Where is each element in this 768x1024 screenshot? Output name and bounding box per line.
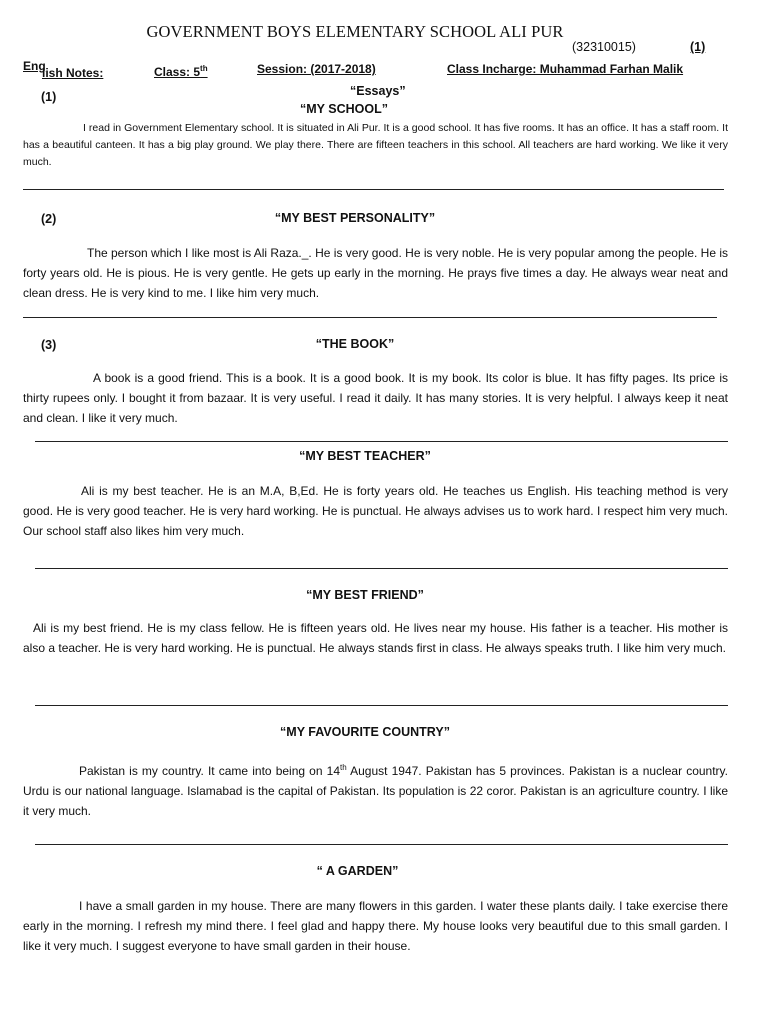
subject-label-part-1: Eng <box>23 59 46 73</box>
essay-text-part-1: Pakistan is my country. It came into being on 14 <box>79 764 340 778</box>
school-title: GOVERNMENT BOYS ELEMENTARY SCHOOL ALI PUR <box>146 22 564 41</box>
subject-label-part-2: lish Notes: <box>42 66 104 80</box>
essay-body <box>23 120 728 171</box>
essay-title: “THE BOOK” <box>315 337 395 351</box>
essay-title: “MY BEST PERSONALITY” <box>274 211 436 225</box>
essay-text-part-2: August 1947. Pakistan has 5 provinces. Pakistan is a nuclear country. Urdu is our national language. Islamabad is the capital of Pakistan. Its population is 22 coror. Pakistan is an agriculture country. I like it very much. <box>23 764 728 818</box>
section-title: “Essays” <box>350 84 406 98</box>
divider <box>23 189 724 190</box>
essay-body <box>23 243 728 303</box>
essay-text: Ali is my best teacher. He is an M.A, B,Ed. He is forty years old. He teaches us English. His teaching method is very good. He is very good teacher. He is very hard working. He is punctual. He always advises us to work hard. I respect him very much. Our school staff also likes him very much. <box>23 484 728 538</box>
essay-body <box>23 896 728 956</box>
divider <box>35 568 728 569</box>
essay-body <box>23 481 728 541</box>
essay-body <box>23 618 728 658</box>
essay-text: I read in Government Elementary school. It is situated in Ali Pur. It is a good school. It has five rooms. It has an office. It has a staff room. It has a beautiful canteen. It has a big play ground. We play there. There are fifteen teachers in this school. All teachers are hard working. We like it very much. <box>23 122 728 168</box>
class-superscript: th <box>200 64 208 73</box>
essay-text: Ali is my best friend. He is my class fellow. He is fifteen years old. He lives near my house. His father is a teacher. His mother is also a teacher. He is very hard working. He is punctual. He always stands first in class. He always speaks truth. I like him very much. <box>23 621 728 655</box>
divider <box>35 441 728 442</box>
date-superscript: th <box>340 763 347 772</box>
divider <box>35 705 728 706</box>
essay-title: “MY FAVOURITE COUNTRY” <box>280 725 450 739</box>
essay-number: (2) <box>41 212 57 226</box>
divider <box>23 317 717 318</box>
class-incharge: Class Incharge: Muhammad Farhan Malik <box>447 62 684 76</box>
essay-title: “MY BEST FRIEND” <box>306 588 424 602</box>
essay-text: A book is a good friend. This is a book. It is a good book. It is my book. Its color is blue. It has fifty pages. Its price is thirty rupees only. I bought it from bazaar. It is very useful. I read it daily. It has many stories. It is very helpful. I always keep it neat and clean. I like it very much. <box>23 371 728 425</box>
page-number: (1) <box>690 40 706 54</box>
essay-body <box>23 368 728 428</box>
essay-title: “MY SCHOOL” <box>300 102 388 116</box>
essay-body <box>23 758 728 821</box>
essay-text: I have a small garden in my house. There are many flowers in this garden. I water these plants daily. I take exercise there early in the morning. I refresh my mind there. I feel glad and happy there. My house looks very beautiful due to this small garden. I like it very much. I suggest everyone to have small garden in their house. <box>23 899 728 953</box>
essay-number: (1) <box>41 90 57 104</box>
class-text: Class: 5 <box>154 65 201 79</box>
school-code: (32310015) <box>572 40 636 54</box>
essay-title: “MY BEST TEACHER” <box>299 449 431 463</box>
essay-text: The person which I like most is Ali Raza._. He is very good. He is very noble. He is very popular among the people. He is forty years old. He is pious. He is very gentle. He gets up early in the morning. He prays five times a day. He always wear neat and clean dress. He is very kind to me. I like him very much. <box>23 246 728 300</box>
divider <box>35 844 728 845</box>
essay-title: “ A GARDEN” <box>316 864 399 878</box>
class-label <box>154 64 208 79</box>
session-label: Session: (2017-2018) <box>257 62 376 76</box>
essay-number: (3) <box>41 338 57 352</box>
